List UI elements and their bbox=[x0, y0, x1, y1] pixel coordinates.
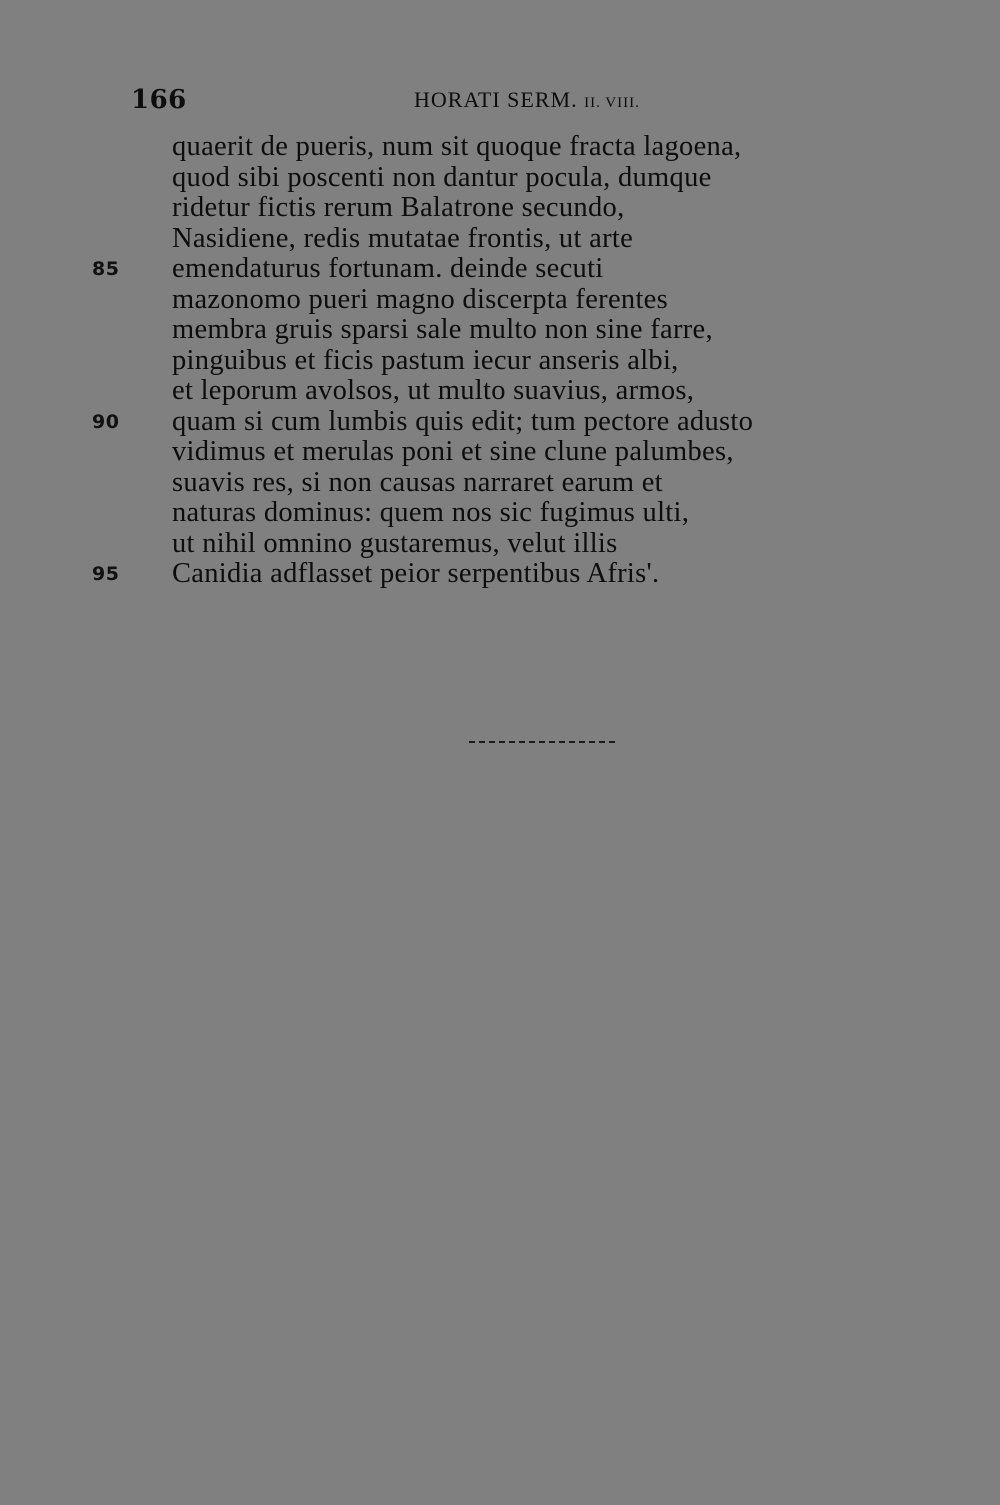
verse-line bbox=[92, 132, 892, 163]
line-text: membra gruis sparsi sale multo non sine farre, bbox=[172, 314, 713, 345]
verse-line bbox=[92, 559, 892, 590]
page-number: 166 bbox=[131, 85, 187, 115]
verse-line bbox=[92, 163, 892, 194]
line-number: 90 bbox=[92, 410, 120, 433]
line-number: 85 bbox=[92, 258, 120, 280]
verse-line bbox=[92, 407, 892, 438]
end-of-poem-rule bbox=[469, 741, 615, 743]
line-number: 95 bbox=[92, 563, 120, 585]
verse-line bbox=[92, 468, 892, 499]
line-text: quam si cum lumbis quis edit; tum pectore adusto bbox=[172, 405, 754, 437]
line-text: quaerit de pueris, num sit quoque fracta lagoena, bbox=[172, 131, 742, 162]
verse-line bbox=[92, 254, 892, 285]
verse-line bbox=[92, 193, 892, 224]
line-text: ut nihil omnino gustaremus, velut illis bbox=[172, 527, 618, 559]
verse-line bbox=[92, 529, 892, 560]
line-text: quod sibi poscenti non dantur pocula, dumque bbox=[172, 161, 712, 193]
verse-line bbox=[92, 315, 892, 346]
verse-line bbox=[92, 285, 892, 316]
line-text: et leporum avolsos, ut multo suavius, armos, bbox=[172, 375, 695, 406]
verse-line bbox=[92, 224, 892, 255]
line-text: vidimus et merulas poni et sine clune palumbes, bbox=[172, 436, 734, 467]
running-head-title: HORATI SERM. bbox=[414, 87, 578, 112]
running-head-section: II. VIII. bbox=[584, 95, 640, 111]
line-text: emendaturus fortunam. deinde secuti bbox=[172, 253, 604, 284]
line-text: Nasidiene, redis mutatae frontis, ut arte bbox=[172, 222, 634, 254]
verse-line bbox=[92, 346, 892, 377]
verse-line bbox=[92, 437, 892, 468]
line-text: pinguibus et ficis pastum iecur anseris albi, bbox=[172, 344, 679, 376]
verse-block bbox=[92, 132, 892, 590]
line-text: mazonomo pueri magno discerpta ferentes bbox=[172, 283, 669, 315]
line-text: naturas dominus: quem nos sic fugimus ulti, bbox=[172, 497, 690, 528]
verse-line bbox=[92, 376, 892, 407]
verse-line bbox=[92, 498, 892, 529]
line-text: suavis res, si non causas narraret earum et bbox=[172, 466, 663, 498]
running-head bbox=[414, 86, 640, 117]
line-text: Canidia adflasset peior serpentibus Afris'. bbox=[172, 558, 660, 589]
line-text: ridetur fictis rerum Balatrone secundo, bbox=[172, 192, 625, 223]
